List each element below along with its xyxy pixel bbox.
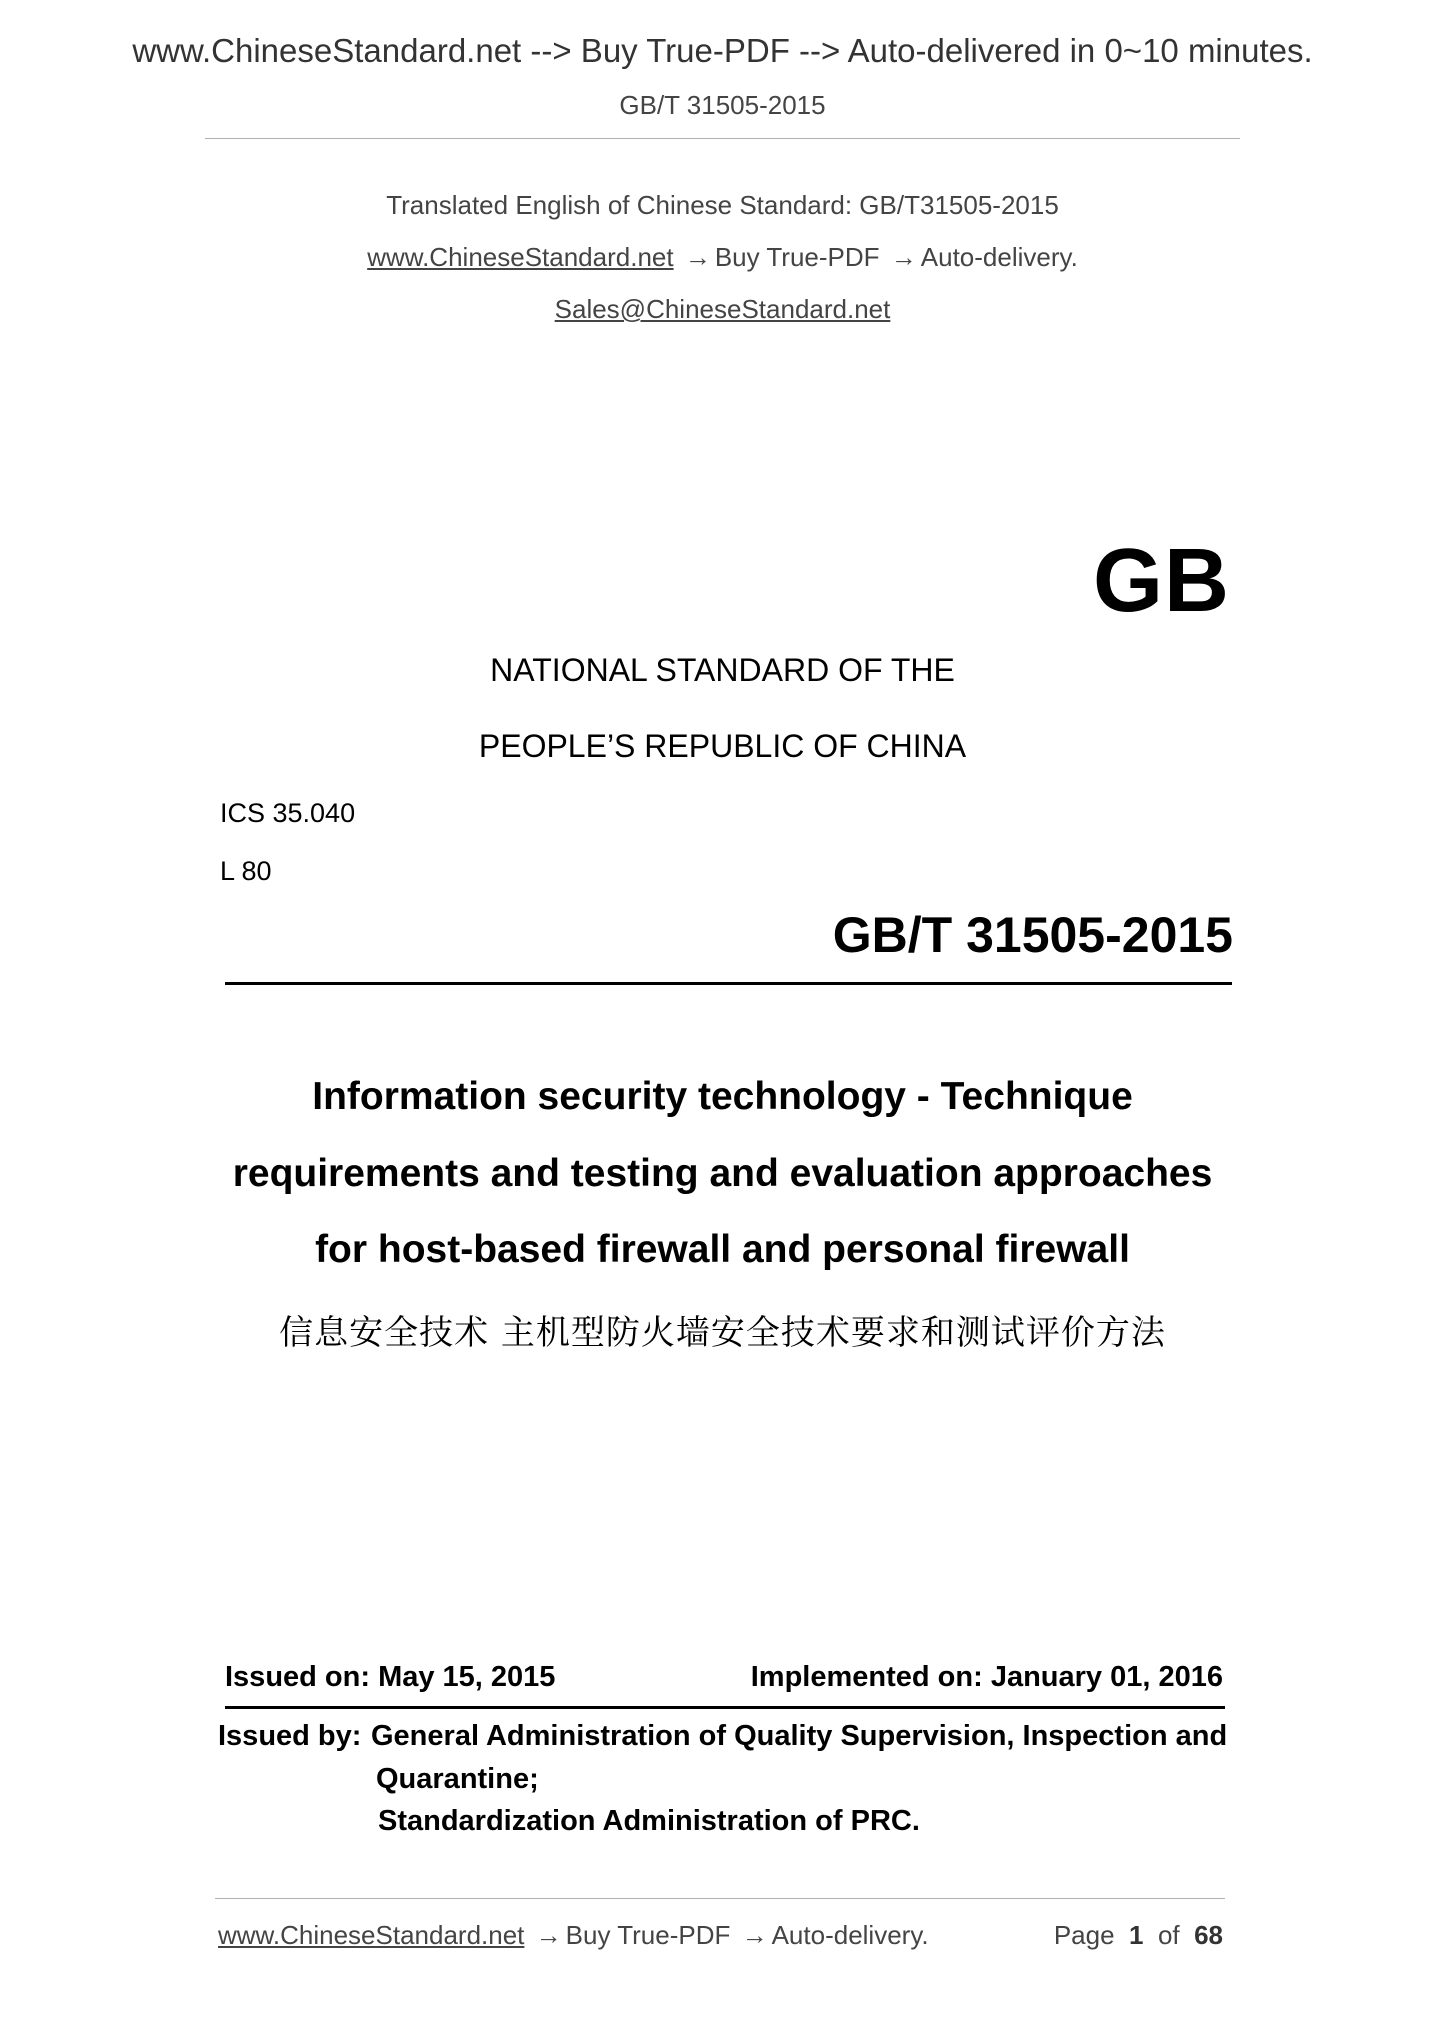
footer-site-link[interactable]: www.ChineseStandard.net: [218, 1920, 525, 1950]
issued-by-label: Issued by:: [218, 1720, 362, 1752]
footer-buy-text: Buy True-PDF: [565, 1920, 731, 1950]
title-line-3: for host-based firewall and personal firewall: [315, 1228, 1130, 1271]
delivery-text: Auto-delivery.: [920, 242, 1078, 272]
issue-divider: [225, 1706, 1225, 1709]
arrow-right-icon: →: [890, 242, 917, 272]
title-line-2: requirements and testing and evaluation approaches: [232, 1152, 1213, 1195]
page-label: Page: [1053, 1920, 1115, 1950]
sales-line: [0, 294, 1445, 325]
ics-code: ICS 35.040: [220, 798, 356, 828]
arrow-right-icon: →: [741, 1920, 768, 1950]
national-standard-line-1: NATIONAL STANDARD OF THE: [490, 652, 955, 688]
of-label: of: [1157, 1920, 1180, 1950]
header-banner: www.ChineseStandard.net --> Buy True-PDF --> Auto-delivered in 0~10 minutes.: [132, 32, 1313, 69]
footer-links: [218, 1920, 929, 1951]
issued-on: Issued on: May 15, 2015: [225, 1661, 556, 1693]
buy-text: Buy True-PDF: [714, 242, 880, 272]
standard-number-divider: [225, 982, 1232, 985]
l-code: L 80: [220, 856, 272, 886]
implemented-on: Implemented on: January 01, 2016: [750, 1661, 1223, 1693]
site-link[interactable]: www.ChineseStandard.net: [367, 242, 674, 272]
issued-by-line-3: Standardization Administration of PRC.: [378, 1805, 920, 1837]
arrow-right-icon: →: [535, 1920, 562, 1950]
header-standard-code: GB/T 31505-2015: [619, 90, 826, 120]
page-indicator: [1054, 1920, 1223, 1951]
title-line-1: Information security technology - Technique: [312, 1075, 1133, 1118]
national-standard-line-2: PEOPLE’S REPUBLIC OF CHINA: [478, 728, 967, 764]
page-current: 1: [1129, 1920, 1144, 1950]
arrow-right-icon: →: [684, 242, 711, 272]
page-total: 68: [1194, 1920, 1223, 1950]
footer-delivery-text: Auto-delivery.: [771, 1920, 929, 1950]
gb-mark: GB: [1093, 531, 1230, 631]
footer-divider: [215, 1898, 1225, 1899]
issued-by-line-2: Quarantine;: [376, 1763, 539, 1795]
buy-line: [0, 242, 1445, 273]
standard-number: GB/T 31505-2015: [832, 907, 1233, 963]
issued-by-line-1: General Administration of Quality Supervision, Inspection and: [371, 1720, 1228, 1752]
chinese-title: 信息安全技术 主机型防火墙安全技术要求和测试评价方法: [279, 1313, 1166, 1353]
header-divider: [205, 138, 1240, 139]
translation-line: Translated English of Chinese Standard: GB/T31505-2015: [386, 190, 1059, 220]
sales-email-link[interactable]: Sales@ChineseStandard.net: [554, 294, 891, 324]
